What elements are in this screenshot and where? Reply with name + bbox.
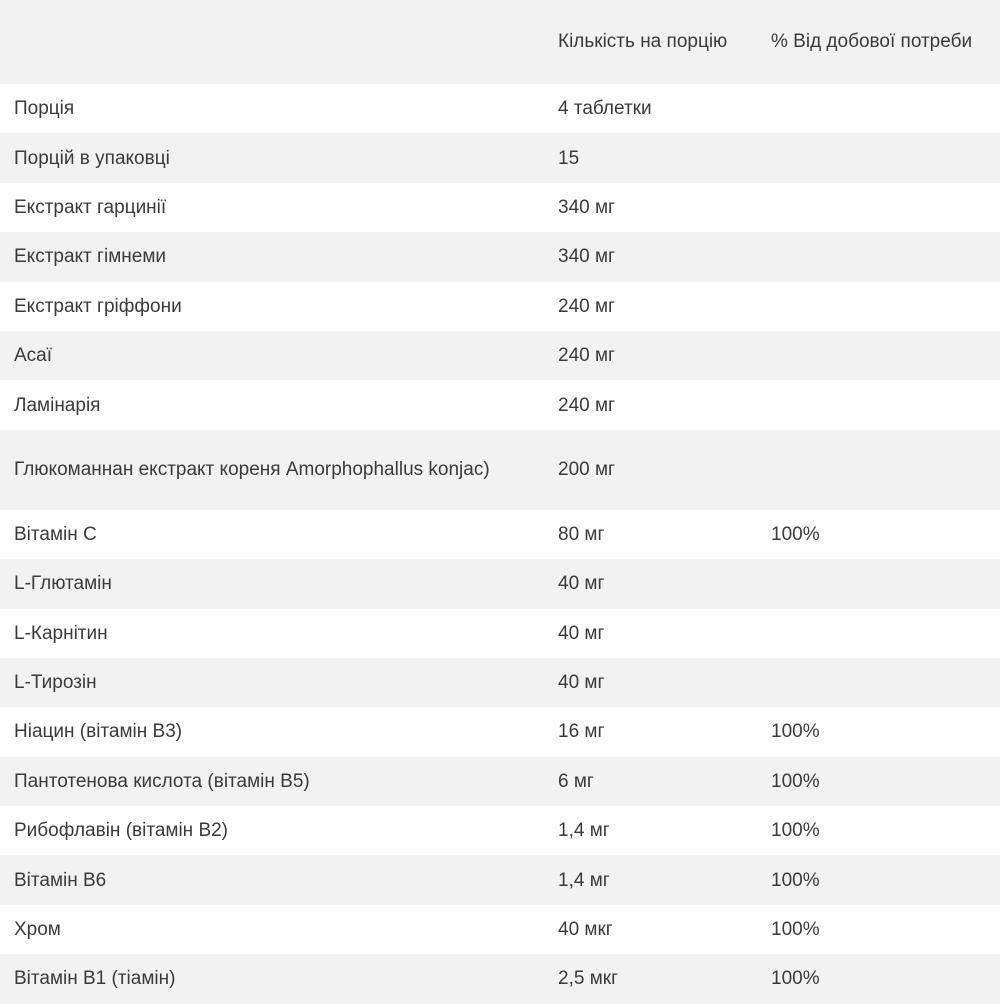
row-name: L-Карнітин <box>14 622 108 644</box>
row-name: Порцій в упаковці <box>14 147 170 169</box>
row-amount: 340 мг <box>558 196 615 218</box>
row-amount: 240 мг <box>558 345 615 367</box>
table-row <box>0 84 1000 133</box>
row-name: L-Глютамін <box>14 573 112 595</box>
table-row <box>0 430 1000 510</box>
table-row <box>0 855 1000 904</box>
row-amount: 200 мг <box>558 459 615 481</box>
row-amount: 40 мг <box>558 672 605 694</box>
table-row <box>0 707 1000 756</box>
row-name: Рибофлавін (вітамін В2) <box>14 820 229 842</box>
row-amount: 1,4 мг <box>558 869 610 891</box>
row-name: Екстракт гарцинії <box>14 196 167 218</box>
row-amount: 40 мкг <box>558 919 613 941</box>
table-row <box>0 757 1000 806</box>
row-amount: 340 мг <box>558 246 615 268</box>
row-daily-value: 100% <box>771 869 820 891</box>
row-daily-value: 100% <box>771 721 820 743</box>
row-amount: 40 мг <box>558 573 605 595</box>
table-row <box>0 609 1000 658</box>
table-row <box>0 282 1000 331</box>
table-row <box>0 806 1000 855</box>
row-name: Вітамін В1 (тіамін) <box>14 968 176 990</box>
row-name: Екстракт гімнеми <box>14 246 166 268</box>
row-name: Екстракт гріффони <box>14 295 182 317</box>
row-name: Вітамін С <box>14 523 97 545</box>
table-row <box>0 954 1000 1003</box>
row-daily-value: 100% <box>771 820 820 842</box>
row-amount: 240 мг <box>558 295 615 317</box>
table-row <box>0 331 1000 380</box>
row-daily-value: 100% <box>771 968 820 990</box>
row-name: Пантотенова кислота (вітамін В5) <box>14 770 310 792</box>
row-amount: 2,5 мкг <box>558 968 618 990</box>
row-daily-value: 100% <box>771 919 820 941</box>
row-amount: 240 мг <box>558 394 615 416</box>
table-row <box>0 183 1000 232</box>
row-name: L-Тирозін <box>14 672 97 694</box>
table-row <box>0 380 1000 429</box>
table-row <box>0 232 1000 281</box>
table-row <box>0 658 1000 707</box>
row-amount: 6 мг <box>558 770 594 792</box>
row-amount: 80 мг <box>558 523 605 545</box>
table-row <box>0 905 1000 954</box>
row-amount: 1,4 мг <box>558 820 610 842</box>
row-name: Ніацин (вітамін В3) <box>14 721 183 743</box>
table-row <box>0 133 1000 182</box>
table-body <box>0 84 1000 1004</box>
row-name: Вітамін В6 <box>14 869 107 891</box>
row-daily-value: 100% <box>771 523 820 545</box>
row-name: Ламінарія <box>14 394 101 416</box>
header-daily-value: % Від добової потреби <box>771 31 973 52</box>
row-name: Асаї <box>14 345 53 367</box>
row-daily-value: 100% <box>771 770 820 792</box>
row-amount: 16 мг <box>558 721 605 743</box>
table-row <box>0 559 1000 608</box>
row-name: Хром <box>14 919 61 941</box>
row-amount: 4 таблетки <box>558 98 652 120</box>
header-amount: Кількість на порцію <box>558 31 728 52</box>
row-amount: 40 мг <box>558 622 605 644</box>
row-amount: 15 <box>558 147 580 169</box>
row-name: Глюкоманнан екстракт кореня Amorphophallus konjac) <box>14 459 490 481</box>
table-row <box>0 510 1000 559</box>
table-header-row <box>0 0 1000 84</box>
row-name: Порція <box>14 98 75 120</box>
